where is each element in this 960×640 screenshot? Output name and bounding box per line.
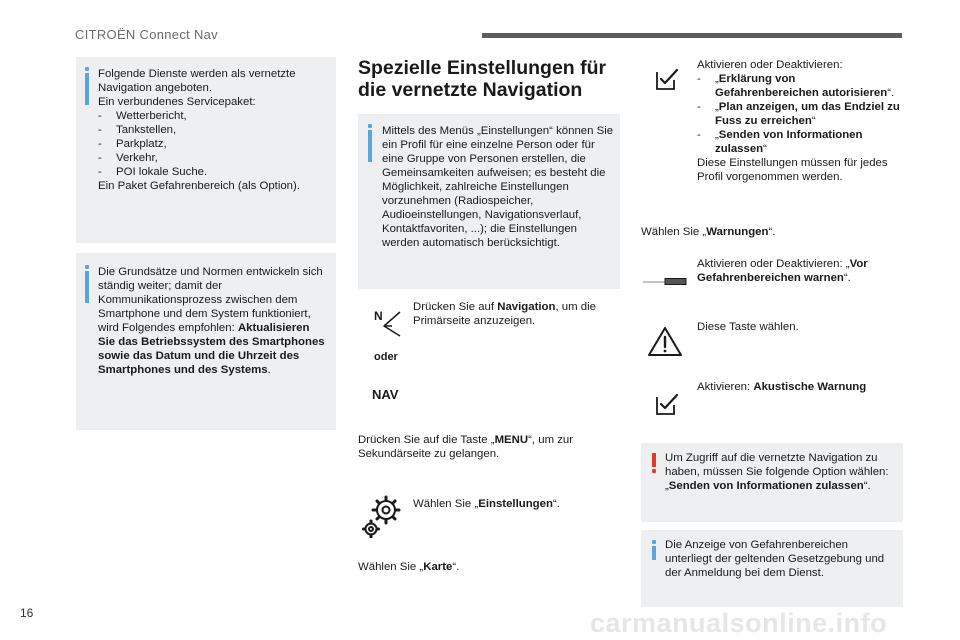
access-bold: Senden von Informationen zulassen [668, 480, 864, 492]
info-marker-icon [368, 124, 372, 162]
list-item: - POI lokale Suche. [98, 165, 326, 179]
access-text: Um Zugriff auf die vernetzte Navigation zu haben, müssen Sie folgende Option wählen: „ [665, 452, 889, 492]
toggle-label: Plan anzeigen, um das Endziel zu Fuss zu erreichen [715, 101, 900, 127]
info-box-services [76, 57, 336, 243]
access-end: “. [863, 480, 871, 492]
map-step-pre: Wählen Sie „ [358, 561, 424, 573]
checkbox-checked-icon [655, 392, 679, 416]
services-outro: Ein Paket Gefahrenbereich (als Option). [98, 180, 300, 192]
vor-step-bold: Vor Gefahrenbereichen warnen [697, 258, 868, 284]
services-intro: Folgende Dienste werden als vernetzte Navigation angeboten. [98, 68, 296, 94]
triangle-step-text: Diese Taste wählen. [697, 321, 799, 333]
toggle-close-quote: “ [811, 115, 816, 127]
toggle-open-quote: „ [715, 101, 719, 113]
toggle-open-quote: „ [715, 73, 719, 85]
info-marker-icon [652, 540, 656, 560]
nav-oder-label: oder [374, 351, 398, 363]
toggle-block [697, 58, 902, 184]
settings-step-text [413, 497, 613, 511]
vor-step-text [697, 257, 902, 285]
acoustic-step-pre: Aktivieren: [697, 381, 754, 393]
profiles-text: Mittels des Menüs „Einstellungen“ können Sie ein Profil für eine einzelne Person oder für eine Gruppe von Personen erstellen, die Gemeinsamkeiten aufweisen; es besteht die Möglichkeit, zahlreiche Einstellungen vorzunehmen (Radiospeicher, Audioeinstellungen, Navigationsverlauf, Kontaktfavoriten, ...); die Einstellungen werden automatisch berücksichtigt. [382, 125, 614, 249]
warning-marker-icon [652, 453, 656, 473]
warn-step-bold: Warnungen [706, 226, 769, 238]
map-step-post: “. [452, 561, 460, 573]
list-item: - Parkplatz, [98, 137, 326, 151]
nav-step-bold: Navigation [497, 301, 556, 313]
list-item [697, 128, 902, 156]
settings-step-post: “. [552, 498, 560, 510]
toggle-close-quote: “. [887, 87, 895, 99]
warn-step-post: “. [768, 226, 776, 238]
gears-icon [362, 494, 402, 538]
recommendation-text: Die Grundsätze und Normen entwickeln sich ständig weiter; damit der Kommunikationsprozess zwischen dem Smartphone und dem System funktioniert, wird Folgendes empfohlen: [98, 266, 323, 334]
toggle-label: Erklärung von Gefahrenbereichen autorisieren [715, 73, 888, 99]
vor-step-post: “. [843, 272, 851, 284]
recommendation-bold: Aktualisieren Sie das Betriebssystem des Smartphones sowie das Datum und die Uhrzeit des Smartphones und des Systems [98, 322, 325, 376]
menu-step-text [358, 433, 608, 461]
info-box-recommendation [76, 253, 336, 430]
map-step-text [358, 560, 558, 574]
toggle-note: Diese Einstellungen müssen für jedes Profil vorgenommen werden. [697, 157, 888, 183]
header-divider-bar [482, 33, 902, 38]
info-box-legislation [641, 530, 903, 607]
document-header-title: CITROËN Connect Nav [75, 27, 218, 42]
toggle-open-quote: „ [715, 129, 719, 141]
vor-step-pre: Aktivieren oder Deaktivieren: „ [697, 258, 850, 270]
checkbox-checked-icon [655, 67, 679, 91]
svg-text:N: N [374, 309, 383, 323]
toggle-title: Aktivieren oder Deaktivieren: [697, 59, 843, 71]
menu-step-bold: MENU [494, 434, 529, 446]
services-list [98, 109, 326, 179]
acoustic-step-text [697, 380, 902, 394]
warnings-step-text [641, 225, 841, 239]
nav-button-label: NAV [372, 387, 399, 402]
footer-watermark-logo: carmanualsonline.info [590, 608, 888, 638]
nav-step-post: , um die Primärseite anzuzeigen. [413, 301, 596, 327]
warn-step-pre: Wählen Sie „ [641, 226, 707, 238]
toggle-list [697, 72, 902, 156]
section-heading: Spezielle Einstellungen für die vernetzte Navigation [358, 57, 607, 101]
menu-step-post: “, um zur Sekundärseite zu gelangen. [358, 434, 574, 460]
list-item: - Wetterbericht, [98, 109, 326, 123]
acoustic-step-bold: Akustische Warnung [753, 381, 867, 393]
list-item: - Verkehr, [98, 151, 326, 165]
info-marker-icon [85, 265, 89, 303]
map-step-bold: Karte [423, 561, 453, 573]
nav-step-text [413, 300, 613, 328]
page-number: 16 [20, 606, 34, 620]
toggle-close-quote: “ [763, 143, 767, 155]
list-item [697, 100, 902, 128]
warning-box-access [641, 443, 903, 522]
toggle-switch-icon [643, 276, 687, 288]
info-marker-icon [85, 67, 89, 105]
navigation-arrow-icon [372, 306, 406, 340]
toggle-label: Senden von Informationen zulassen [715, 129, 863, 155]
settings-step-pre: Wählen Sie „ [413, 498, 479, 510]
recommendation-end: . [267, 364, 271, 376]
warning-triangle-icon [647, 325, 683, 357]
list-item [697, 72, 902, 100]
settings-step-bold: Einstellungen [478, 498, 553, 510]
nav-step-pre: Drücken Sie auf [413, 301, 498, 313]
info-box-profiles [358, 114, 620, 289]
list-item: - Tankstellen, [98, 123, 326, 137]
legislation-text: Die Anzeige von Gefahrenbereichen unterliegt der geltenden Gesetzgebung und der Anmeldung bei dem Dienst. [665, 539, 885, 579]
services-pack-line: Ein verbundenes Servicepaket: [98, 96, 256, 108]
menu-step-pre: Drücken Sie auf die Taste „ [358, 434, 495, 446]
